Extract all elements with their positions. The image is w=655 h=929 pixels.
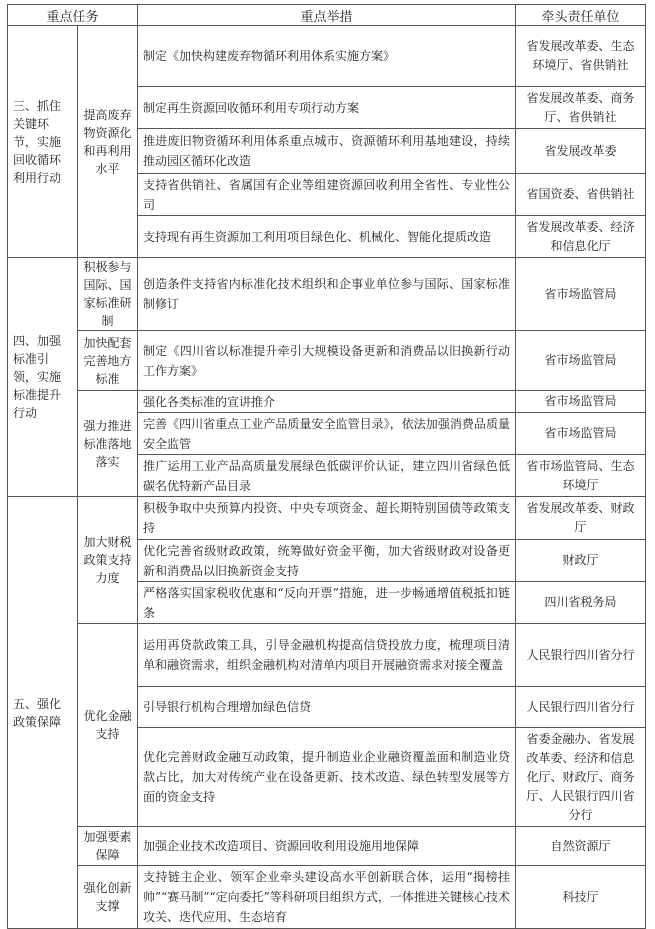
measure-cell: 制定《加快构建废弃物循环利用体系实施方案》 xyxy=(138,26,516,87)
measure-cell: 支持省供销社、省属国有企业等组建资源回收利用全省性、专业性公司 xyxy=(138,174,516,216)
table-row xyxy=(8,391,646,413)
tasks-table xyxy=(7,4,646,929)
unit-cell: 省委金融办、省发展改革委、经济和信息化厅、财政厅、商务厅、人民银行四川省分行 xyxy=(516,728,646,827)
table-row xyxy=(8,624,646,687)
unit-cell: 人民银行四川省分行 xyxy=(516,687,646,728)
measure-cell: 加强企业技术改造项目、资源回收利用设施用地保障 xyxy=(138,827,516,866)
measure-cell: 积极争取中央预算内投资、中央专项资金、超长期特别国债等政策支持 xyxy=(138,497,516,540)
unit-cell: 省市场监管局、生态环境厅 xyxy=(516,455,646,497)
table-row xyxy=(8,258,646,331)
subtask-cell: 加强要素保障 xyxy=(78,827,138,866)
subtask-cell: 积极参与国际、国家标准研制 xyxy=(78,258,138,331)
measure-cell: 严格落实国家税收优惠和“反向开票”措施，进一步畅通增值税抵扣链条 xyxy=(138,582,516,624)
unit-cell: 人民银行四川省分行 xyxy=(516,624,646,687)
subtask-cell: 加大财税政策支持力度 xyxy=(78,497,138,624)
subtask-cell: 优化金融支持 xyxy=(78,624,138,827)
unit-cell: 省市场监管局 xyxy=(516,413,646,455)
subtask-cell: 加快配套完善地方标准 xyxy=(78,331,138,391)
task-cell: 五、强化政策保障 xyxy=(8,497,78,929)
measure-cell: 支持现有再生资源加工利用项目绿色化、机械化、智能化提质改造 xyxy=(138,216,516,258)
header-row xyxy=(8,5,646,26)
measure-cell: 强化各类标准的宣讲推介 xyxy=(138,391,516,413)
unit-cell: 科技厅 xyxy=(516,866,646,929)
measure-cell: 制定再生资源回收循环利用专项行动方案 xyxy=(138,87,516,129)
table-row xyxy=(8,866,646,929)
unit-cell: 省发展改革委、经济和信息化厅 xyxy=(516,216,646,258)
measure-cell: 引导银行机构合理增加绿色信贷 xyxy=(138,687,516,728)
measure-cell: 运用再贷款政策工具，引导金融机构提高信贷投放力度，梳理项目清单和融资需求，组织金融机构对清单内项目开展融资需求对接全覆盖 xyxy=(138,624,516,687)
unit-cell: 省国资委、省供销社 xyxy=(516,174,646,216)
unit-cell: 省发展改革委、生态环境厅、省供销社 xyxy=(516,26,646,87)
header-unit: 牵头责任单位 xyxy=(516,5,646,26)
table-row xyxy=(8,331,646,391)
measure-cell: 推广运用工业产品高质量发展绿色低碳评价认证，建立四川省绿色低碳名优特新产品目录 xyxy=(138,455,516,497)
measure-cell: 优化完善省级财政政策，统筹做好资金平衡，加大省级财政对设备更新和消费品以旧换新资金支持 xyxy=(138,540,516,582)
unit-cell: 省市场监管局 xyxy=(516,391,646,413)
subtask-cell: 提高废弃物资源化和再利用水平 xyxy=(78,26,138,258)
measure-cell: 推进废旧物资循环利用体系重点城市、资源循环利用基地建设，持续推动园区循环化改造 xyxy=(138,129,516,174)
measure-cell: 制定《四川省以标准提升牵引大规模设备更新和消费品以旧换新行动工作方案》 xyxy=(138,331,516,391)
task-cell: 三、抓住关键环节，实施回收循环利用行动 xyxy=(8,26,78,258)
task-cell: 四、加强标准引领，实施标准提升行动 xyxy=(8,258,78,497)
header-measure: 重点举措 xyxy=(138,5,516,26)
measure-cell: 创造条件支持省内标准化技术组织和企事业单位参与国际、国家标准制修订 xyxy=(138,258,516,331)
measure-cell: 支持链主企业、领军企业牵头建设高水平创新联合体，运用“揭榜挂帅”“赛马制”“定向委托”等科研项目组织方式，一体推进关键核心技术攻关、迭代应用、生态培育 xyxy=(138,866,516,929)
subtask-cell: 强化创新支撑 xyxy=(78,866,138,929)
unit-cell: 省市场监管局 xyxy=(516,331,646,391)
unit-cell: 自然资源厅 xyxy=(516,827,646,866)
unit-cell: 财政厅 xyxy=(516,540,646,582)
measure-cell: 完善《四川省重点工业产品质量安全监管目录》，依法加强消费品质量安全监管 xyxy=(138,413,516,455)
unit-cell: 省发展改革委、商务厅、省供销社 xyxy=(516,87,646,129)
unit-cell: 省发展改革委 xyxy=(516,129,646,174)
table-row xyxy=(8,497,646,540)
unit-cell: 四川省税务局 xyxy=(516,582,646,624)
subtask-cell: 强力推进标准落地落实 xyxy=(78,391,138,497)
header-task: 重点任务 xyxy=(8,5,138,26)
table-row xyxy=(8,827,646,866)
unit-cell: 省市场监管局 xyxy=(516,258,646,331)
table-row xyxy=(8,26,646,87)
unit-cell: 省发展改革委、财政厅 xyxy=(516,497,646,540)
measure-cell: 优化完善财政金融互动政策，提升制造业企业融资覆盖面和制造业贷款占比，加大对传统产业在设备更新、技术改造、绿色转型发展等方面的资金支持 xyxy=(138,728,516,827)
